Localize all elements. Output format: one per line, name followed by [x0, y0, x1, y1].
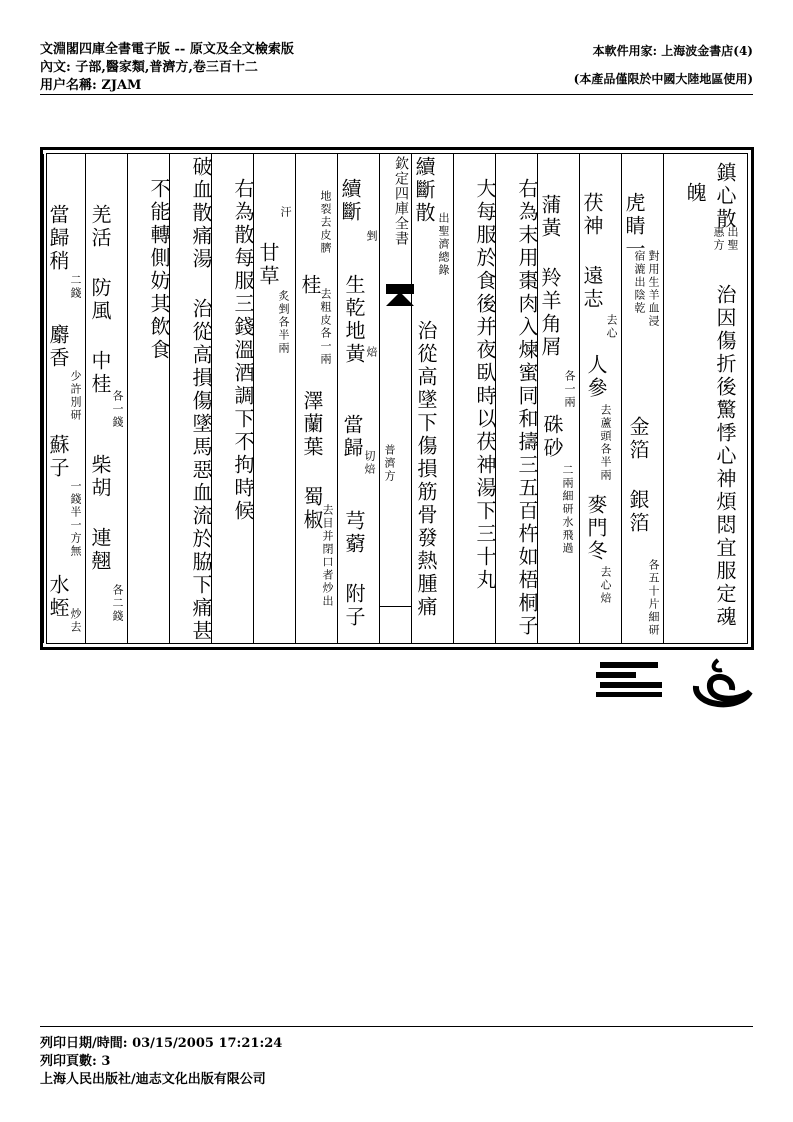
page-frame	[40, 147, 754, 650]
text-column: 蒲黃 羚羊角屑 各一兩 硃砂 二兩細研水飛過	[537, 154, 579, 643]
fishtail-mark	[386, 292, 414, 306]
text-column: 右為散每服三錢溫酒調下不拘時候	[211, 154, 253, 643]
header-title: 文淵閣四庫全書電子版 -- 原文及全文檢索版	[40, 42, 294, 57]
banner-rule	[380, 606, 411, 607]
publisher-logo-bars	[596, 656, 666, 702]
header-divider	[40, 94, 753, 95]
header-content-path: 內文: 子部,醫家類,普濟方,卷三百十二	[40, 60, 258, 75]
text-area	[46, 153, 748, 644]
publisher-logo-swirl	[688, 656, 754, 714]
text-column: 虎睛一 對用生羊血浸 宿漉出陰乾 金箔 銀箔 各五十片細研	[621, 154, 663, 643]
text-column: 地裂去皮臍 桂 去粗皮各一兩 澤蘭葉 蜀椒 去目并閉口者炒出	[295, 154, 337, 643]
footer-publisher: 上海人民出版社/迪志文化出版有限公司	[40, 1072, 266, 1087]
footer-print-pages: 列印頁數: 3	[40, 1054, 111, 1069]
text-column: 不能轉側妨其飲食	[127, 154, 169, 643]
book-title: 普濟方	[383, 444, 396, 483]
text-column: 鎮心散 出聖 惠方 治因傷折後驚悸心神煩悶宜服定魂	[712, 162, 739, 629]
text-column: 汗 甘草 炙剉各半兩	[253, 154, 295, 643]
text-column: 大每服於食後并夜臥時以茯神湯下三十丸	[453, 154, 495, 643]
header-username: 用户名稱: ZJAM	[40, 78, 142, 93]
text-column: 破血散痛湯 治從高損傷墜馬惡血流於脇下痛甚	[169, 154, 211, 643]
text-column: 右為末用棗肉入煉蜜同和擣三五百杵如梧桐子	[495, 154, 537, 643]
text-column: 魄	[663, 154, 705, 643]
footer-print-date: 列印日期/時間: 03/15/2005 17:21:24	[40, 1036, 283, 1051]
center-banner	[379, 154, 411, 643]
text-column: 續斷散 出聖濟總錄 治從高墜下傷損筋骨發熱腫痛	[411, 154, 453, 643]
header-licensee: 本軟件用家: 上海波金書店(4)	[592, 44, 753, 58]
text-column: 羌活 防風 中桂 各一錢 柴胡 連翹 各二錢	[85, 154, 127, 643]
text-column: 茯神 遠志 去心 人參 去蘆頭各半兩 麥門冬 去心焙	[579, 154, 621, 643]
text-column: 續斷 剉 生乾地黃 焙 當歸 切焙 芎藭 附子	[337, 154, 379, 643]
header-region-notice: (本產品僅限於中國大陸地區使用)	[573, 72, 753, 86]
text-column: 當歸稍 二錢 麝香 少許別研 蘇子 一錢半一方無 水蛭 炒去	[43, 154, 85, 643]
footer-divider	[40, 1026, 753, 1027]
center-title: 欽定四庫全書	[393, 156, 409, 246]
